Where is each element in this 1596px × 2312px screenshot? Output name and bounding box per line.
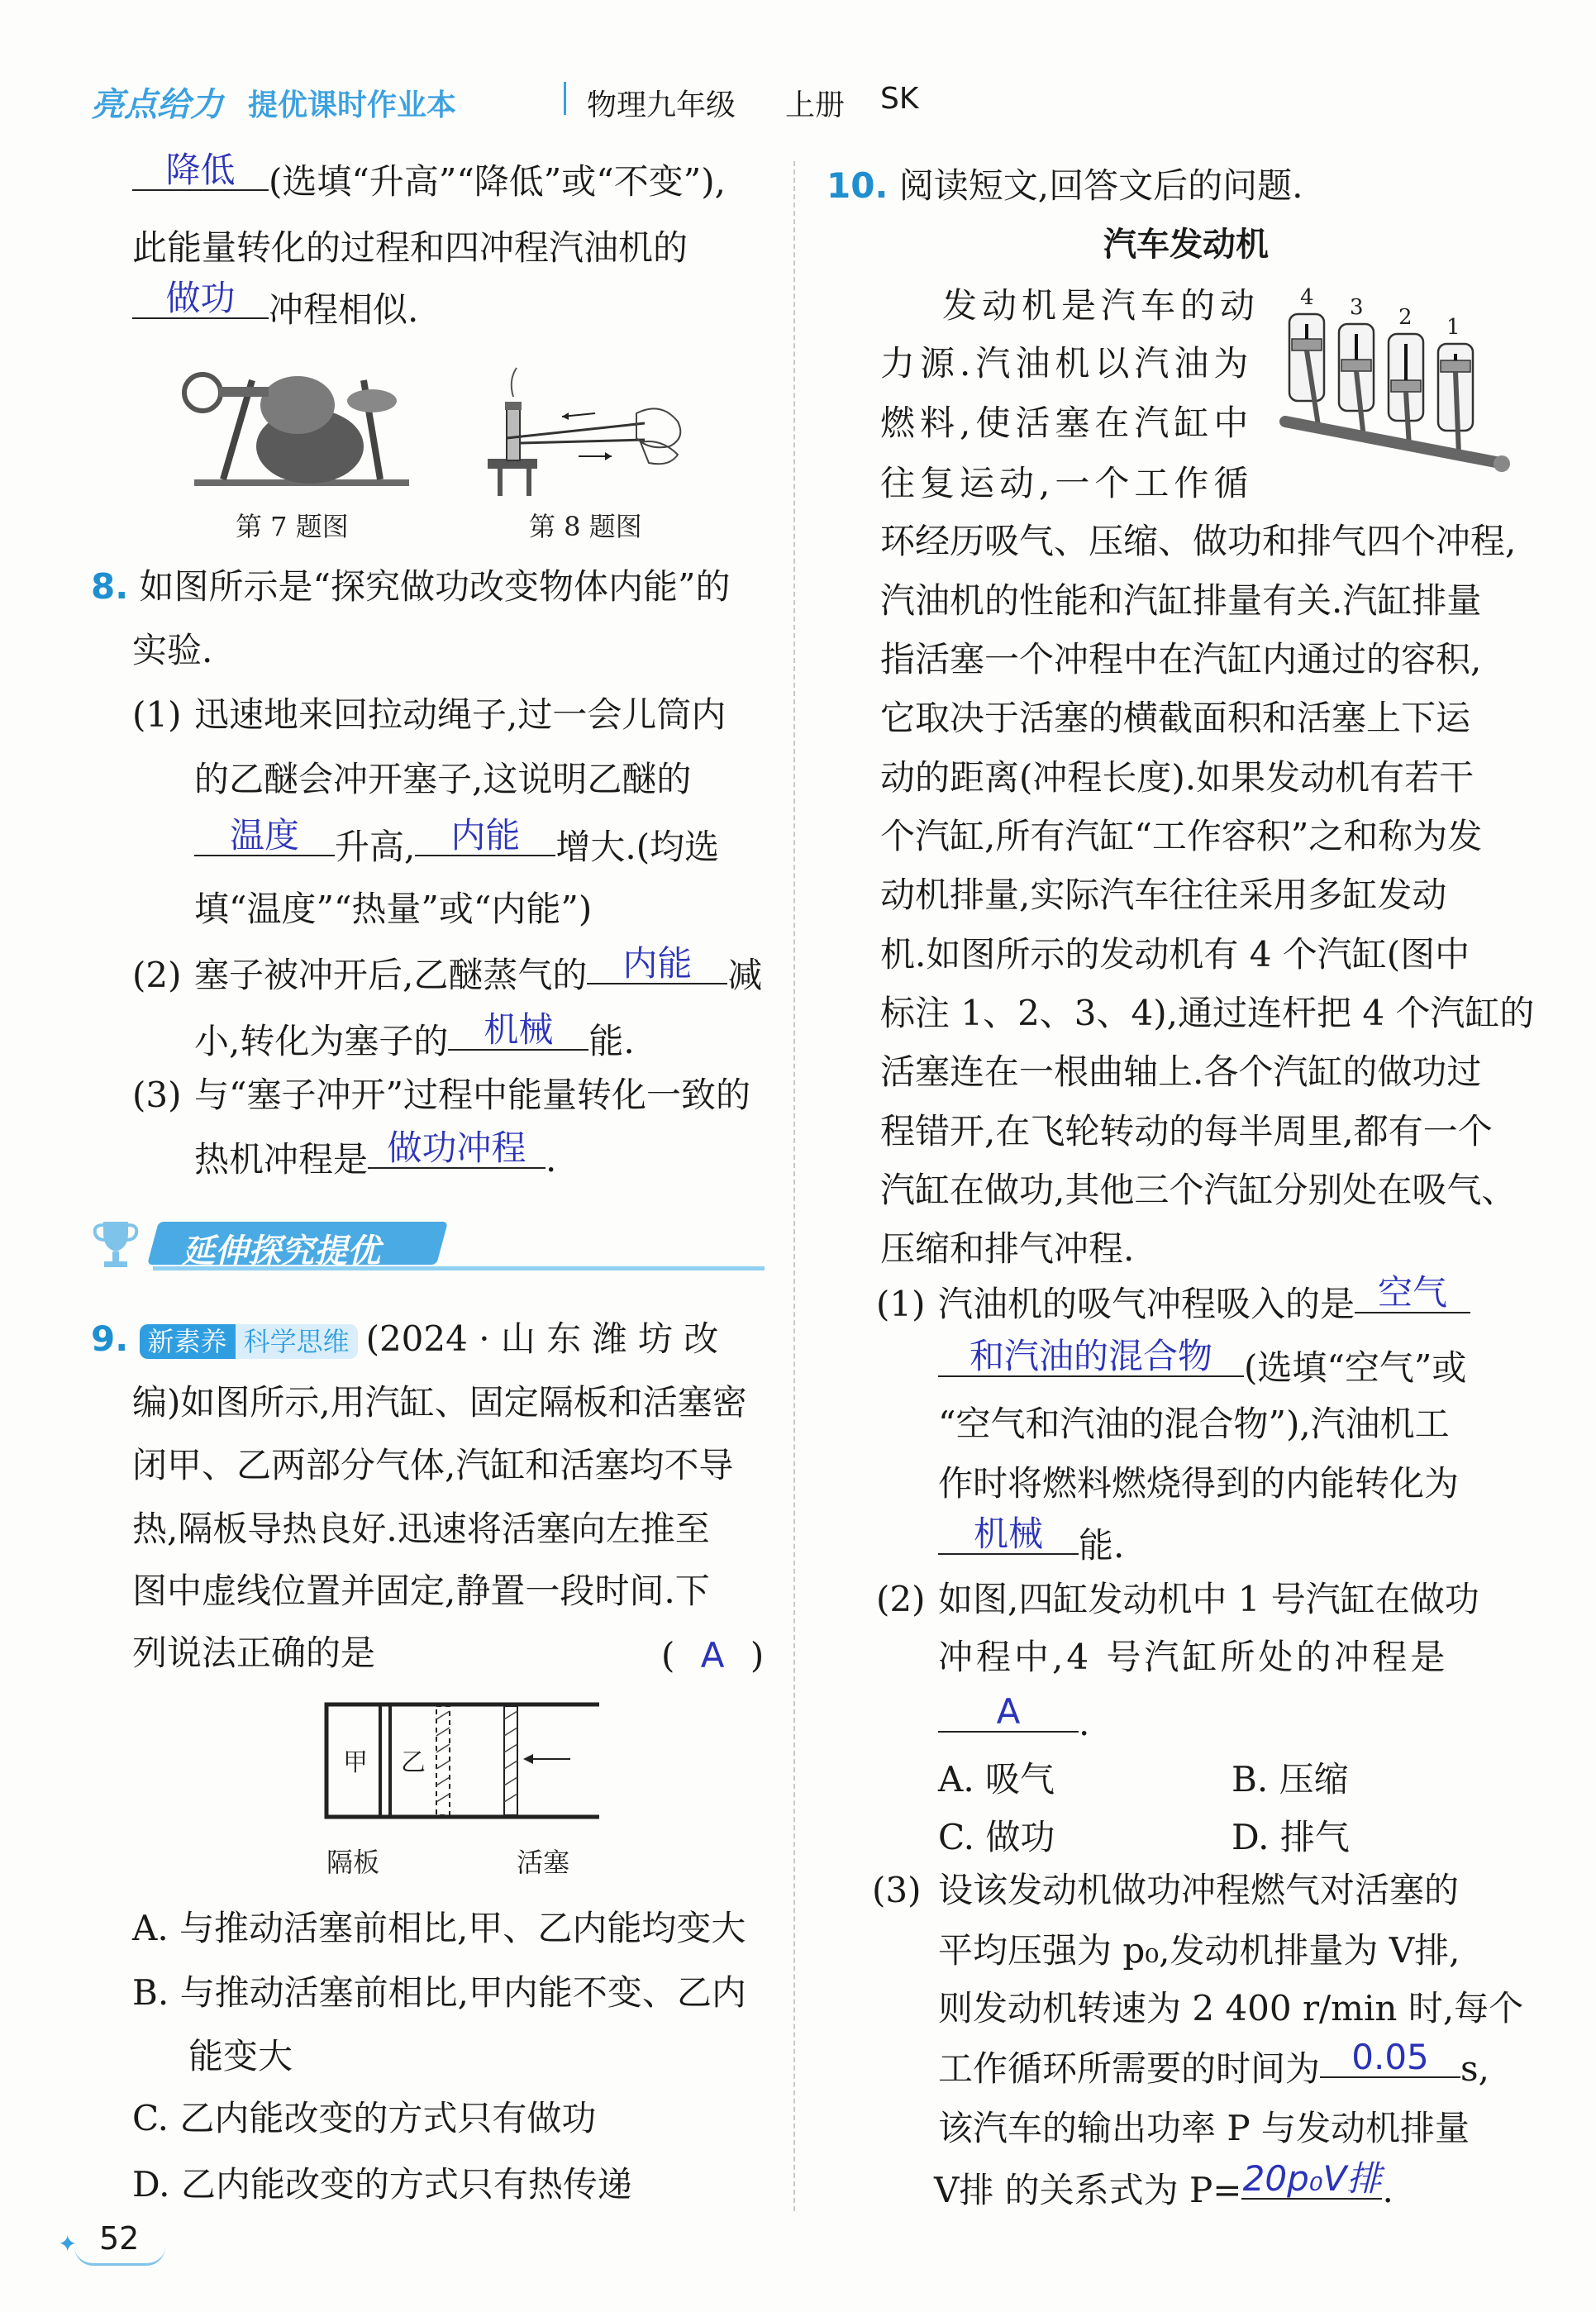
q9-label-yi: 乙 [401,1748,426,1777]
q8-p3-answer: 做功冲程 [368,1129,545,1169]
q10-p3-line-5: 该汽车的输出功率 P 与发动机排量 [938,2108,1470,2148]
q10-para-line-16: 汽缸在做功,其他三个汽缸分别处在吸气、 [880,1170,1517,1210]
q8-p1-line-1: 迅速地来回拉动绳子,过一会儿筒内 [194,694,727,735]
q10-p2-label: (2) [876,1579,926,1619]
q10-p1-line-5: 机械 能. [938,1525,1124,1566]
q10-para-line-1: 发动机是汽车的动 [942,285,1260,326]
q10-para-line-15: 程错开,在飞轮转动的每半周里,都有一个 [880,1111,1493,1151]
q9-line-2: 编)如图所示,用汽缸、固定隔板和活塞密 [132,1382,747,1423]
q9-line-6: 列说法正确的是 [132,1633,376,1673]
cylinder-label-1: 1 [1446,315,1460,340]
q10-para-line-3: 燃料,使活塞在汽缸中 [880,403,1254,443]
q8-p1-line-2: 的乙醚会冲开塞子,这说明乙醚的 [194,759,692,799]
q10-p3-answer-1: 0.05 [1320,2038,1460,2078]
q10-para-line-2: 力源.汽油机以汽油为 [880,343,1254,384]
q10-p2-option-a: A. 吸气 [938,1759,1055,1800]
q10-p1-answer-a: 空气 [1355,1274,1470,1313]
q8-p1-label: (1) [132,694,182,735]
q7-answer-1: 降低 [132,151,269,191]
cylinder-label-3: 3 [1350,295,1364,320]
engine-cylinders-figure [1269,281,1513,479]
q9-option-d: D. 乙内能改变的方式只有热传递 [132,2164,632,2205]
q10-p2-line-1: 如图,四缸发动机中 1 号汽缸在做功 [938,1579,1479,1619]
q10-p3-line-2: 平均压强为 p₀,发动机排量为 V排, [938,1930,1460,1971]
page-number: 52 [99,2220,140,2257]
q10-para-line-14: 活塞连在一根曲轴上.各个汽缸的做功过 [880,1051,1482,1092]
q9-option-b-1: B. 与推动活塞前相比,甲内能不变、乙内 [132,1972,746,2013]
page-number-swoosh [74,2247,165,2266]
q8-p3-line-2: 热机冲程是 做功冲程 . [194,1127,557,1180]
brand-logo-text: 亮点给力 [91,86,223,124]
q10-para-line-11: 动机排量,实际汽车往往采用多缸发动 [880,875,1447,915]
q10-p1-line-4: 作时将燃料燃烧得到的内能转化为 [938,1463,1460,1504]
q10-p2-line-3: A . [938,1703,1089,1744]
page-header [91,79,919,124]
q8-figure-rope-tube [479,364,694,500]
header-subject: 物理九年级 [587,88,736,122]
q8-p2-answer-2: 机械 [448,1011,588,1051]
q9-line-5: 图中虚线位置并固定,静置一段时间.下 [132,1571,710,1611]
q10-p1-line-3: “空气和汽油的混合物”),汽油机工 [938,1404,1450,1444]
q10-para-line-17: 压缩和排气冲程. [880,1228,1135,1269]
q9-answer: A [700,1635,725,1676]
sparkle-icon: ✦ [58,2230,78,2257]
q7-line-1: 降低 (选填“升高”“降低”或“不变”), [132,161,726,203]
q9-answer-bracket: ( A ) [661,1635,765,1676]
q7-caption: 第 7 题图 [236,511,349,542]
q10-number: 10. [827,165,889,206]
banner-title: 延伸探究提优 [182,1232,380,1270]
q10-para-line-5: 环经历吸气、压缩、做功和排气四个冲程, [880,521,1517,561]
q8-p1-line-4: 填“温度”“热量”或“内能”) [194,889,593,929]
section-banner [91,1215,769,1273]
q10-article-title: 汽车发动机 [1103,226,1269,264]
q8-number: 8. [91,566,129,607]
q10-para-line-8: 它取决于活塞的横截面积和活塞上下运 [880,698,1471,738]
q9-label-piston: 活塞 [517,1847,570,1878]
q10-p3-line-4: 工作循环所需要的时间为 0.05 s, [938,2037,1489,2089]
q10-para-line-12: 机.如图所示的发动机有 4 个汽缸(图中 [880,934,1470,975]
q10-para-line-13: 标注 1、2、3、4),通过连杆把 4 个汽缸的 [880,993,1535,1033]
q10-p1-answer-b: 和汽油的混合物 [938,1337,1244,1377]
header-divider [564,82,566,115]
q10-p2-line-2: 冲程中,4 号汽缸所处的冲程是 [938,1637,1449,1677]
q10-p2-option-c: C. 做功 [938,1817,1055,1857]
q7-line-3: 做功 冲程相似. [132,289,418,331]
q10-para-line-4: 往复运动,一个工作循 [880,463,1254,503]
trophy-icon [91,1215,141,1273]
q10-para-line-6: 汽油机的性能和汽缸排量有关.汽缸排量 [880,580,1482,621]
q10-p3-answer-2: 20p₀V排 [1242,2158,1382,2199]
q10-line-intro: 10. 阅读短文,回答文后的问题. [827,165,1303,206]
q7-figure-apparatus [174,347,422,500]
q10-para-line-9: 动的距离(冲程长度).如果发动机有若干 [880,757,1475,798]
cylinder-label-2: 2 [1398,305,1413,330]
cylinder-label-4: 4 [1300,285,1314,310]
q9-tag-science: 科学思维 [236,1324,358,1359]
q9-option-c: C. 乙内能改变的方式只有做功 [132,2098,597,2138]
q10-para-line-7: 指活塞一个冲程中在汽缸内通过的容积, [880,639,1482,679]
header-edition: SK [880,82,919,116]
q10-p2-option-d: D. 排气 [1232,1817,1350,1857]
q10-para-line-10: 个汽缸,所有汽缸“工作容积”之和称为发 [880,816,1483,856]
q10-p1-label: (1) [876,1284,926,1324]
q10-p1-answer-2: 机械 [938,1515,1079,1555]
q10-p2-option-b: B. 压缩 [1232,1759,1349,1800]
q9-option-a: A. 与推动活塞前相比,甲、乙内能均变大 [132,1908,746,1948]
q8-p1-line-3: 温度 升高, 内能 增大.(均选 [194,827,719,868]
q10-p2-answer: A [938,1693,1079,1733]
q8-p2-line-2: 小,转化为塞子的 机械 能. [194,1009,635,1061]
q8-line-2: 实验. [132,630,213,670]
q10-p3-label: (3) [872,1870,922,1910]
q7-answer-2: 做功 [132,279,269,319]
q9-tag-new: 新素养 [140,1324,236,1359]
q8-p3-label: (3) [132,1075,182,1115]
q8-p2-label: (2) [132,955,182,995]
q9-label-jia: 甲 [343,1748,368,1777]
q9-line-3: 闭甲、乙两部分气体,汽缸和活塞均不导 [132,1445,734,1485]
q8-p2-answer-1: 内能 [587,945,727,984]
q9-option-b-2: 能变大 [188,2036,293,2076]
q10-p3-line-6: V排 的关系式为 P=20p₀V排. [934,2158,1394,2210]
q9-number: 9. [91,1318,129,1359]
q8-line-1: 8. 如图所示是“探究做功改变物体内能”的 [91,566,731,607]
q8-p1-answer-1: 温度 [194,817,335,856]
q9-label-plate: 隔板 [326,1847,380,1878]
q9-line-4: 热,隔板导热良好.迅速将活塞向左推至 [132,1509,710,1549]
page-number-area [58,2215,174,2265]
q8-caption: 第 8 题图 [529,511,642,542]
header-volume: 上册 [785,88,846,122]
q7-line-2: 此能量转化的过程和四冲程汽油机的 [132,227,688,268]
q9-cylinder-diagram [318,1695,607,1839]
series-title: 提优课时作业本 [248,88,457,122]
q8-p1-answer-2: 内能 [415,817,555,856]
q10-p3-line-3: 则发动机转速为 2 400 r/min 时,每个 [938,1988,1524,2028]
q10-p1-line-1: 汽油机的吸气冲程吸入的是 空气 [938,1284,1470,1325]
q8-p3-line-1: 与“塞子冲开”过程中能量转化一致的 [194,1075,750,1115]
q10-p3-line-1: 设该发动机做功冲程燃气对活塞的 [938,1870,1460,1910]
q9-line-1: 9. 新素养 科学思维 (2024 · 山 东 潍 坊 改 [91,1318,719,1359]
q8-p2-line-1: 塞子被冲开后,乙醚蒸气的 内能 减 [194,943,763,995]
column-divider [793,161,795,2211]
q10-p1-line-2: 和汽油的混合物 (选填“空气”或 [938,1347,1466,1389]
